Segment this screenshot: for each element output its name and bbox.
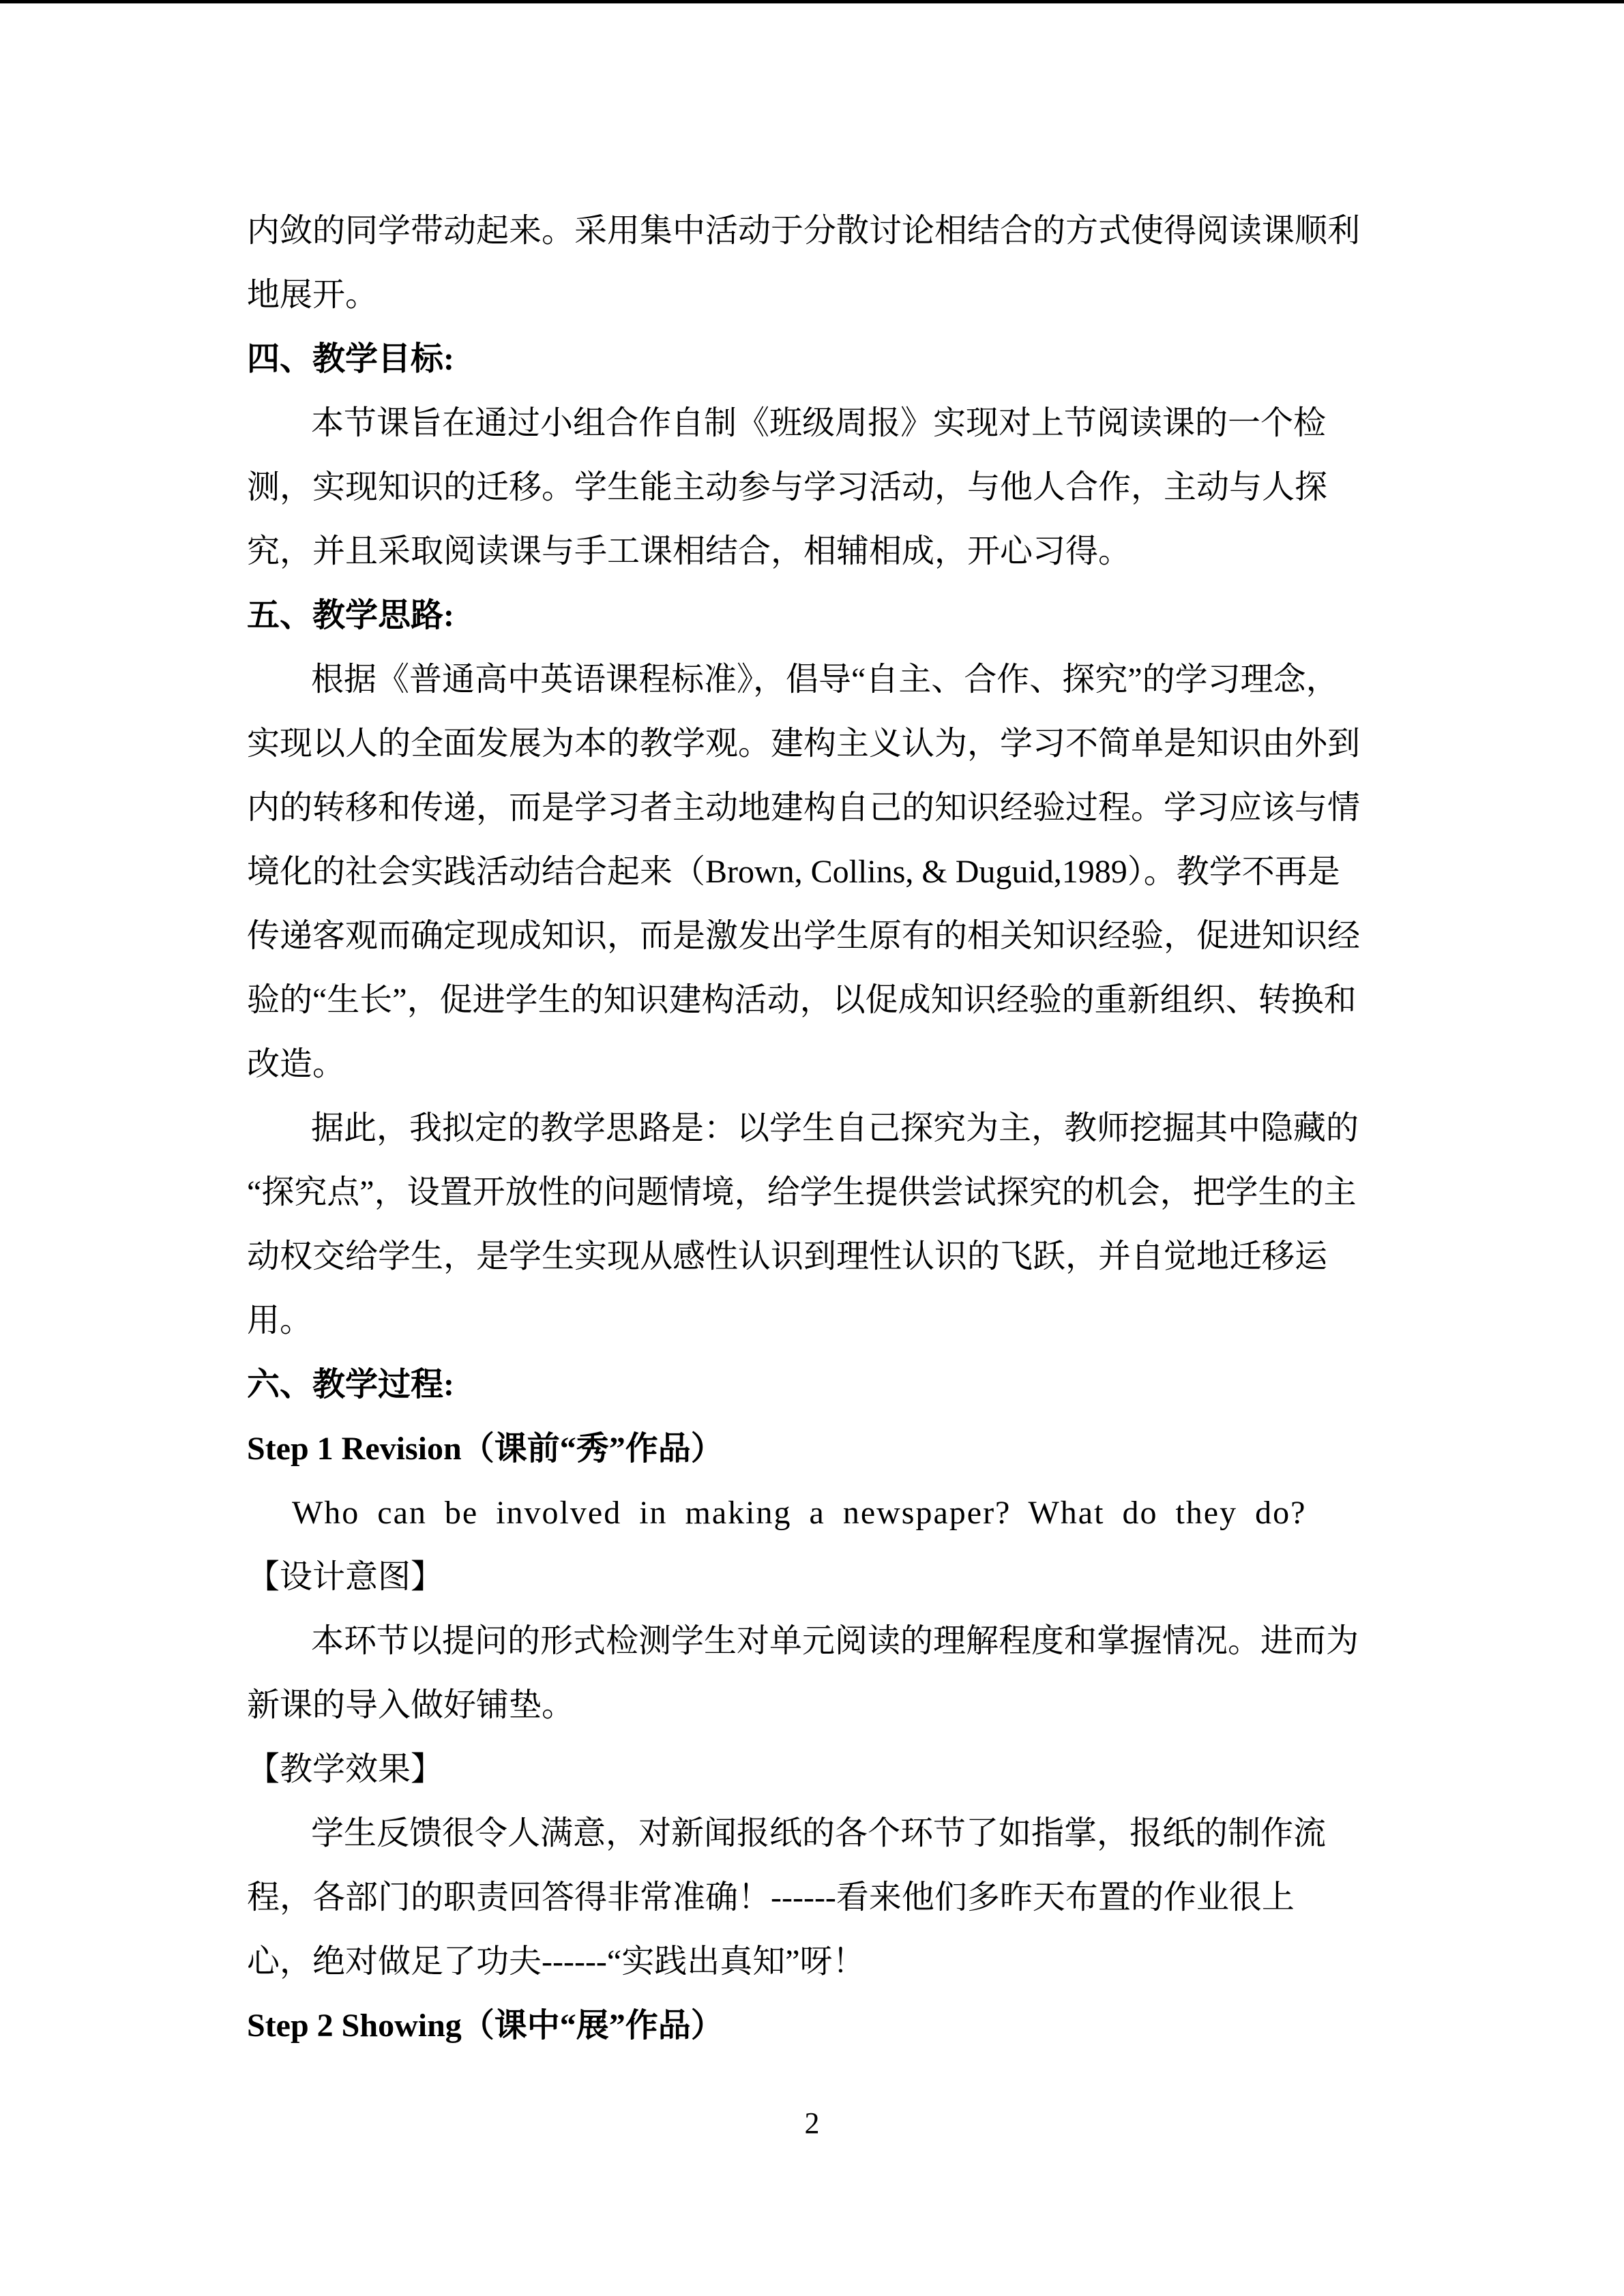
step-heading: Step 2 Showing（课中“展”作品）: [247, 2008, 724, 2044]
step-heading: Step 1 Revision（课前“秀”作品）: [247, 1431, 724, 1467]
text-line: 改造。: [247, 1046, 346, 1082]
text-line: 动权交给学生，是学生实现从感性认识到理性认识的飞跃，并自觉地迁移运: [247, 1238, 1328, 1274]
section-heading: 六、教学过程:: [247, 1367, 454, 1403]
text-line: 【教学效果】: [247, 1751, 444, 1787]
page-number: 2: [804, 2106, 820, 2140]
text-line: 内的转移和传递，而是学习者主动地建构自己的知识经验过程。学习应该与情: [247, 790, 1361, 826]
text-line: 根据《普通高中英语课程标准》，倡导“自主、合作、探究”的学习理念，: [311, 661, 1339, 698]
text-line: 据此，我拟定的教学思路是：以学生自己探究为主，教师挖掘其中隐藏的: [311, 1110, 1359, 1146]
text-line: 究，并且采取阅读课与手工课相结合，相辅相成，开心习得。: [247, 533, 1132, 569]
text-line: 用。: [247, 1302, 313, 1339]
text-line: 内敛的同学带动起来。采用集中活动于分散讨论相结合的方式使得阅读课顺利: [247, 213, 1361, 249]
text-line: 本环节以提问的形式检测学生对单元阅读的理解程度和掌握情况。进而为: [311, 1623, 1359, 1659]
text-line: 本节课旨在通过小组合作自制《班级周报》实现对上节阅读课的一个检: [311, 405, 1327, 441]
english-question: Who can be involved in making a newspaper? What do they do?: [292, 1495, 1307, 1531]
document-content: [247, 199, 1406, 2058]
text-line: 境化的社会实践活动结合起来（Brown, Collins, & Duguid,1989）。教学不再是: [247, 854, 1340, 890]
section-heading: 五、教学思路:: [247, 597, 454, 633]
text-line: 心，绝对做足了功夫------“实践出真知”呀！: [247, 1943, 866, 1980]
page-top-border: [0, 0, 1624, 3]
text-line: 【设计意图】: [247, 1559, 444, 1595]
text-line: 程，各部门的职责回答得非常准确！------看来他们多昨天布置的作业很上: [247, 1879, 1295, 1915]
text-line: “探究点”，设置开放性的问题情境，给学生提供尝试探究的机会，把学生的主: [247, 1174, 1357, 1210]
text-line: 学生反馈很令人满意，对新闻报纸的各个环节了如指掌，报纸的制作流: [311, 1815, 1327, 1851]
text-line: 地展开。: [247, 277, 379, 313]
section-heading: 四、教学目标:: [247, 341, 454, 377]
text-line: 传递客观而确定现成知识，而是激发出学生原有的相关知识经验，促进知识经: [247, 918, 1361, 954]
text-line: 验的“生长”，促进学生的知识建构活动，以促成知识经验的重新组织、转换和: [247, 982, 1357, 1018]
text-line: 测，实现知识的迁移。学生能主动参与学习活动，与他人合作，主动与人探: [247, 469, 1328, 505]
text-line: 新课的导入做好铺垫。: [247, 1687, 575, 1723]
text-line: 实现以人的全面发展为本的教学观。建构主义认为，学习不简单是知识由外到: [247, 726, 1361, 762]
